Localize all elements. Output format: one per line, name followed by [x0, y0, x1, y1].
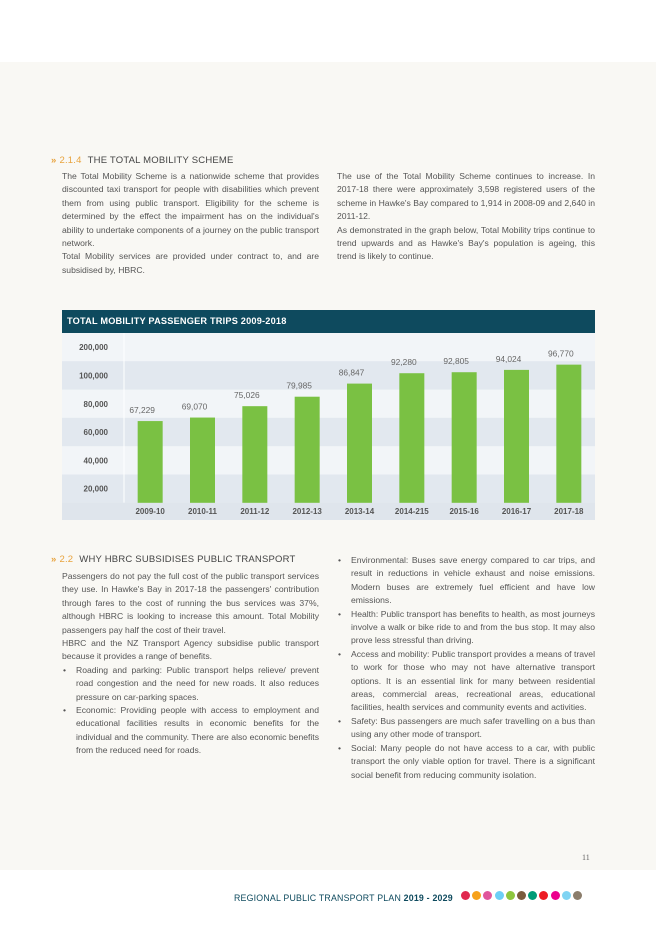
list-item: • Social: Many people do not have access to a car, with public transport the only viable option for travel. There is a significant social benefit from reducing community isolation.	[337, 742, 595, 782]
x-tick-label: 2015-16	[449, 506, 479, 516]
footer-plan-title	[234, 893, 453, 903]
data-label: 92,280	[391, 357, 417, 368]
paragraph: The use of the Total Mobility Scheme continues to increase. In 2017-18 there were approximately 3,598 registered users of the scheme in Hawke's Bay compared to 1,914 in 2008-09 and 2,640 in 2011-12.	[337, 171, 595, 222]
paragraph: HBRC and the NZ Transport Agency subsidise public transport because it provides a range of benefits.	[62, 638, 319, 662]
paragraph: Passengers do not pay the full cost of the public transport services they use. In Hawke's Bay in 2017-18 the passengers' contribution through fares to the cost of running the bus services was 37%, although HBRC is looking to increase this amount. Total Mobility passengers pay half the cost of their travel.	[62, 571, 319, 635]
color-dot	[562, 891, 571, 900]
why-subsidise-right-column	[337, 554, 595, 782]
footer-color-dots	[461, 891, 582, 900]
y-tick-label: 100,000	[79, 371, 108, 381]
color-dot	[483, 891, 492, 900]
bar-2017-18	[556, 365, 581, 503]
bar-2009-10	[138, 421, 163, 503]
y-tick-label: 40,000	[83, 456, 108, 466]
chevron-icon: »	[51, 554, 57, 565]
chevron-icon: »	[51, 155, 57, 166]
data-label: 92,805	[443, 356, 469, 367]
section-title: THE TOTAL MOBILITY SCHEME	[87, 155, 234, 166]
bar-2010-11	[190, 418, 215, 503]
data-label: 94,024	[495, 353, 522, 364]
color-dot	[495, 891, 504, 900]
color-dot	[472, 891, 481, 900]
x-tick-label: 2013-14	[344, 506, 375, 516]
paragraph: As demonstrated in the graph below, Total Mobility trips continue to trend upwards and as Hawke's Bay's population is ageing, this trend is likely to continue.	[337, 224, 595, 262]
section-number: 2.2	[59, 554, 74, 565]
plan-years: 2019 - 2029	[403, 893, 453, 903]
color-dot	[528, 891, 537, 900]
page-number: 11	[582, 853, 590, 862]
x-tick-label: 2014-215	[394, 506, 429, 516]
list-item: • Environmental: Buses save energy compared to car trips, and result in reductions in vehicle exhaust and noise emissions. Modern buses are extremely fuel efficient and have low emissions.	[337, 554, 595, 608]
x-tick-label: 2009-10	[135, 506, 165, 516]
section-heading-why-subsidise	[51, 554, 296, 565]
section-number: 2.1.4	[59, 155, 82, 166]
data-label: 75,026	[234, 390, 260, 401]
list-item: • Access and mobility: Public transport provides a means of travel to work for those who may not have alternative transport options. It is an essential link for many between residential areas, commercial areas, recreational areas, educational facilities, health services and community events and activities.	[337, 648, 595, 715]
color-dot	[551, 891, 560, 900]
x-tick-label: 2010-11	[188, 506, 217, 516]
total-mobility-left-column	[62, 170, 319, 277]
paragraph: Total Mobility services are provided under contract to, and are subsidised by, HBRC.	[62, 251, 319, 275]
x-tick-label: 2012-13	[292, 506, 322, 516]
y-tick-label: 80,000	[83, 399, 108, 409]
bar-2015-16	[452, 372, 477, 503]
chart-plot	[62, 333, 595, 520]
x-tick-label: 2017-18	[554, 506, 584, 516]
list-item: • Roading and parking: Public transport helps relieve/ prevent road congestion and the need for new roads. It also reduces pressure on car-parking spaces.	[62, 664, 319, 704]
bar-2016-17	[504, 370, 529, 503]
x-tick-label: 2011-12	[240, 506, 270, 516]
color-dot	[517, 891, 526, 900]
bar-2012-13	[295, 397, 320, 503]
chart-title: TOTAL MOBILITY PASSENGER TRIPS 2009-2018	[62, 310, 595, 333]
color-dot	[539, 891, 548, 900]
benefits-list-left	[62, 664, 319, 758]
x-tick-label: 2016-17	[501, 506, 532, 516]
color-dot	[573, 891, 582, 900]
paragraph: The Total Mobility Scheme is a nationwide scheme that provides discounted taxi transport for people with disabilities which prevent them from using public transport. Eligibility for the scheme is determined by the effect the impairment has on the individual's ability to undertake components of a journey on the public transport network.	[62, 171, 319, 249]
bar-2014-215	[399, 373, 424, 503]
y-tick-label: 20,000	[83, 484, 108, 494]
y-tick-label: 60,000	[83, 428, 108, 438]
grid-band	[124, 333, 595, 361]
data-label: 79,985	[286, 380, 312, 391]
total-mobility-right-column	[337, 170, 595, 264]
bar-2013-14	[347, 384, 372, 503]
bar-2011-12	[242, 406, 267, 503]
section-title: WHY HBRC SUBSIDISES PUBLIC TRANSPORT	[79, 554, 296, 565]
data-label: 67,229	[129, 405, 155, 416]
why-subsidise-left-column	[62, 570, 319, 758]
list-item: • Safety: Bus passengers are much safer travelling on a bus than using any other mode of transport.	[337, 715, 595, 742]
list-item: • Economic: Providing people with access to employment and educational facilities results in economic benefits for the individual and the community. There are also economic benefits from the reduced need for roads.	[62, 704, 319, 758]
list-item: • Health: Public transport has benefits to health, as most journeys involve a walk or bike ride to and from the bus stop. It may also prove less stressful than driving.	[337, 608, 595, 648]
data-label: 86,847	[338, 367, 365, 378]
color-dot	[461, 891, 470, 900]
y-tick-label: 200,000	[79, 343, 108, 353]
plan-title: REGIONAL PUBLIC TRANSPORT PLAN	[234, 893, 401, 903]
data-label: 69,070	[181, 401, 208, 412]
data-label: 96,770	[548, 348, 574, 359]
passenger-trips-chart	[62, 310, 595, 520]
color-dot	[506, 891, 515, 900]
benefits-list-right	[337, 554, 595, 782]
section-heading-total-mobility	[51, 155, 234, 166]
